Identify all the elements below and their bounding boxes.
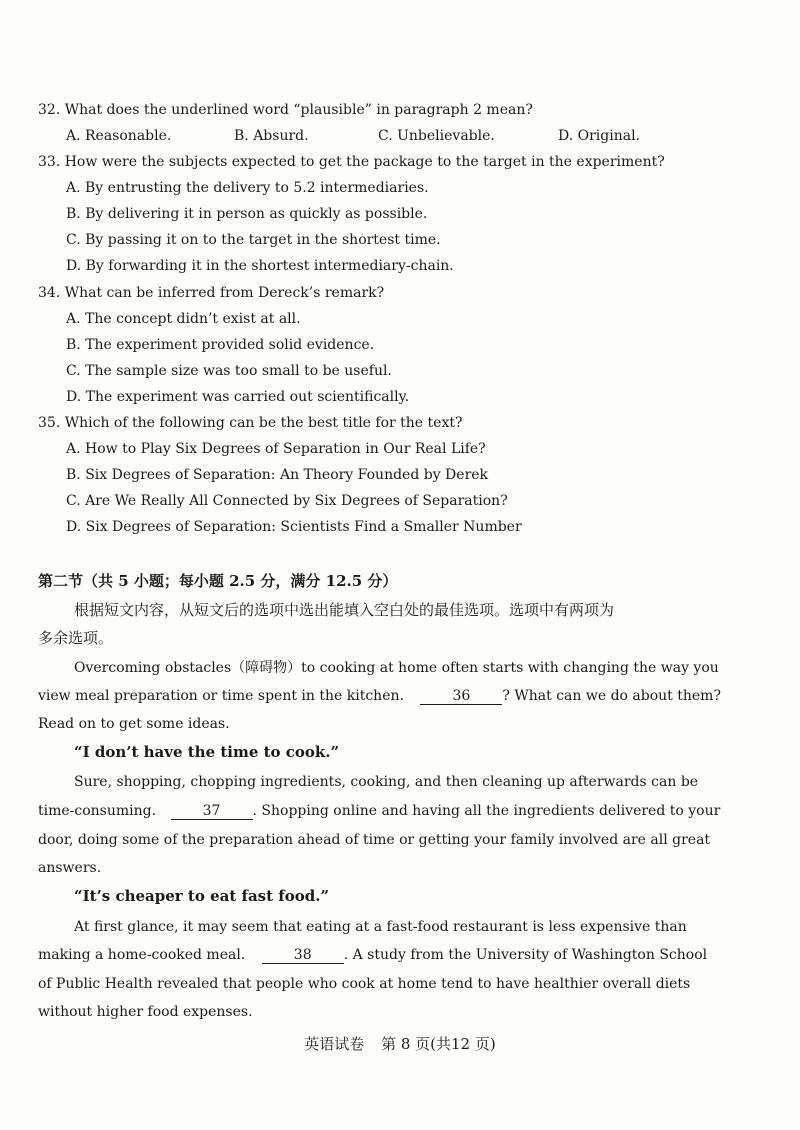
question-34-option-c: C. The sample size was too small to be useful. [66, 363, 392, 379]
question-33-stem: 33. How were the subjects expected to get the package to the target in the experiment? [38, 154, 665, 170]
question-35-option-b: B. Six Degrees of Separation: An Theory Founded by Derek [66, 467, 489, 483]
passage-p1-text-a: view meal preparation or time spent in the kitchen. [38, 688, 404, 704]
passage-heading-1: “I don’t have the time to cook.” [74, 743, 340, 761]
question-34-option-a: A. The concept didn’t exist at all. [66, 311, 301, 327]
question-33-option-c: C. By passing it on to the target in the shortest time. [66, 232, 441, 248]
passage-p1-line-1: Overcoming obstacles（障碍物）to cooking at home often starts with changing the way you [74, 660, 719, 676]
question-32-option-d: D. Original. [558, 128, 641, 144]
passage-p2-text-b: . Shopping online and having all the ingredients delivered to your [252, 803, 721, 819]
passage-p1-line-2 [38, 687, 721, 705]
section-instruction-line-1: 根据短文内容，从短文后的选项中选出能填入空白处的最佳选项。选项中有两项为 [74, 601, 615, 619]
question-34-option-d: D. The experiment was carried out scientifically. [66, 389, 410, 405]
passage-p2-line-4: answers. [38, 860, 102, 876]
page-footer [0, 1033, 800, 1054]
question-35-option-a: A. How to Play Six Degrees of Separation in Our Real Life? [66, 441, 486, 457]
passage-p3-line-2 [38, 946, 707, 964]
question-32-stem: 32. What does the underlined word “plausible” in paragraph 2 mean? [38, 102, 533, 118]
blank-36: 36 [420, 688, 502, 705]
question-34-option-b: B. The experiment provided solid evidence. [66, 337, 375, 353]
passage-p2-line-3: door, doing some of the preparation ahead of time or getting your family involved are all great [38, 832, 711, 848]
passage-p2-line-1: Sure, shopping, chopping ingredients, cooking, and then cleaning up afterwards can be [74, 774, 699, 790]
passage-p3-line-1: At first glance, it may seem that eating at a fast-food restaurant is less expensive than [74, 919, 687, 935]
question-35-option-d: D. Six Degrees of Separation: Scientists Find a Smaller Number [66, 519, 522, 535]
blank-38: 38 [262, 947, 344, 964]
passage-p3-text-b: . A study from the University of Washington School [343, 947, 708, 963]
question-33-option-b: B. By delivering it in person as quickly as possible. [66, 206, 428, 222]
question-32-options [66, 127, 716, 145]
question-32-option-b: B. Absurd. [234, 128, 309, 144]
question-33-option-d: D. By forwarding it in the shortest intermediary-chain. [66, 258, 454, 274]
section-instruction-line-2: 多余选项。 [38, 629, 114, 647]
footer-subject: 英语试卷 [304, 1035, 365, 1053]
passage-p3-line-4: without higher food expenses. [38, 1004, 253, 1020]
question-32-option-c: C. Unbelievable. [378, 128, 495, 144]
passage-p2-text-a: time-consuming. [38, 803, 157, 819]
passage-p3-line-3: of Public Health revealed that people who cook at home tend to have healthier overall diets [38, 976, 691, 992]
passage-heading-2: “It’s cheaper to eat fast food.” [74, 887, 330, 905]
question-34-stem: 34. What can be inferred from Dereck’s remark? [38, 285, 385, 301]
section-heading: 第二节（共 5 小题；每小题 2.5 分，满分 12.5 分） [38, 572, 398, 590]
question-32-option-a: A. Reasonable. [66, 128, 172, 144]
passage-p3-text-a: making a home-cooked meal. [38, 947, 246, 963]
passage-p1-line-3: Read on to get some ideas. [38, 716, 230, 732]
blank-37: 37 [171, 803, 253, 820]
question-35-option-c: C. Are We Really All Connected by Six Degrees of Separation? [66, 493, 508, 509]
footer-page-number: 第 8 页(共12 页) [381, 1035, 496, 1053]
passage-p2-line-2 [38, 802, 720, 820]
question-35-stem: 35. Which of the following can be the best title for the text? [38, 415, 463, 431]
question-33-option-a: A. By entrusting the delivery to 5.2 intermediaries. [66, 180, 429, 196]
passage-p1-text-b: ? What can we do about them? [502, 688, 721, 704]
